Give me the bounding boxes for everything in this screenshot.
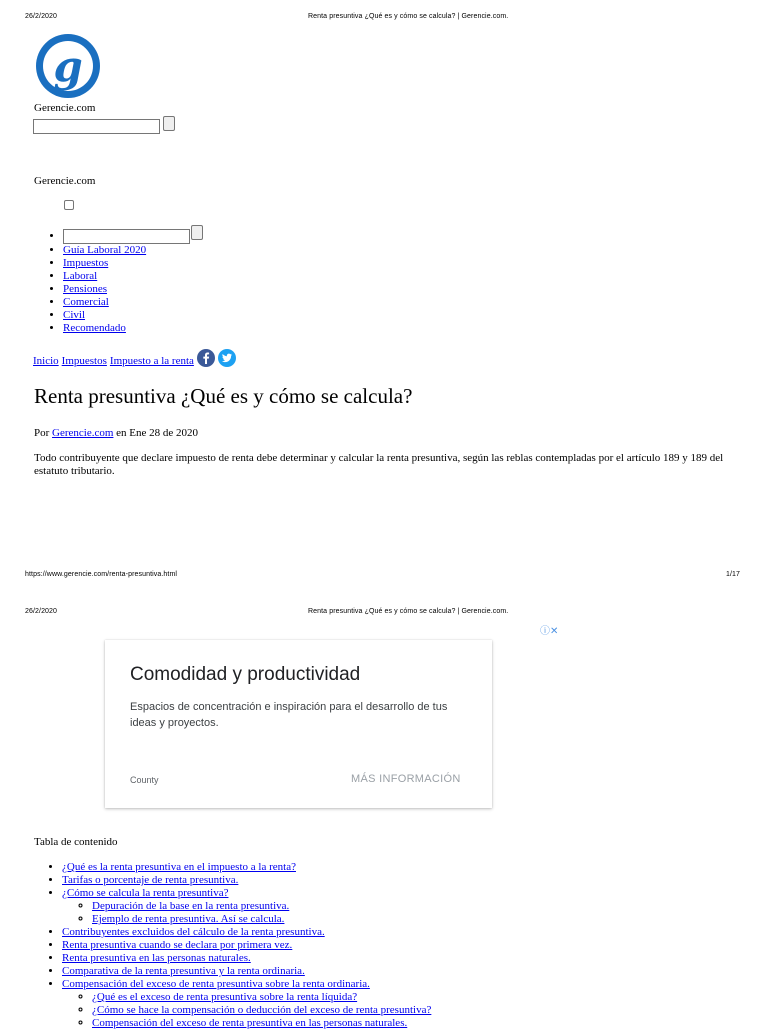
toc-item [62,965,431,978]
breadcrumb-impuesto-renta[interactable]: Impuesto a la renta [109,355,194,367]
toc-title: Tabla de contenido [34,836,118,848]
nav-item-impuestos [63,257,190,270]
nav-item-recomendado [63,322,190,335]
nav-search-input[interactable] [63,229,190,244]
nav-link-impuestos[interactable]: Impuestos [63,257,109,269]
print-date-page2: 26/2/2020 [25,608,58,615]
ad-info-icon[interactable]: ⓘ [540,626,550,637]
site-name-secondary: Gerencie.com [34,175,96,187]
print-page-number: 1/17 [726,571,741,578]
toc-link-comparativa[interactable]: Comparativa de la renta presuntiva y la renta ordinaria. [62,965,305,977]
toc-item [62,861,431,874]
toc-link-compensacion-pn[interactable]: Compensación del exceso de renta presuntiva en las personas naturales. [92,1017,408,1029]
breadcrumb-inicio[interactable]: Inicio [33,355,59,367]
nav-search-item [63,228,190,244]
toc-link-exceso[interactable]: ¿Qué es el exceso de renta presuntiva sobre la renta líquida? [92,991,358,1003]
search-button[interactable] [163,116,175,131]
menu-toggle-checkbox[interactable] [64,200,74,210]
print-doc-title-page2: Renta presuntiva ¿Qué es y cómo se calcula? | Gerencie.com. [308,608,509,615]
toc-list [33,861,431,1030]
ad-close-icon[interactable]: ✕ [550,626,559,637]
nav-link-recomendado[interactable]: Recomendado [63,322,126,334]
ad-cta-button[interactable]: MÁS INFORMACIÓN [351,773,461,785]
nav-link-laboral[interactable]: Laboral [63,270,98,282]
toc-item [62,887,431,926]
toc-subitem [92,913,431,926]
toc-link-ejemplo[interactable]: Ejemplo de renta presuntiva. Así se calcula. [92,913,285,925]
gerencie-logo-icon[interactable] [34,32,102,100]
breadcrumb [33,352,236,370]
main-nav [33,228,190,335]
toc-link-tarifas[interactable]: Tarifas o porcentaje de renta presuntiva. [62,874,239,886]
search-input[interactable] [33,119,160,134]
toc-link-como-se-calcula[interactable]: ¿Cómo se calcula la renta presuntiva? [62,887,229,899]
nav-link-guia-laboral[interactable]: Guía Laboral 2020 [63,244,147,256]
toc-item [62,939,431,952]
nav-search-button[interactable] [191,225,203,240]
publish-date: en Ene 28 de 2020 [116,427,199,439]
toc-item [62,952,431,965]
site-name: Gerencie.com [34,102,96,114]
ad-title[interactable]: Comodidad y productividad [130,664,361,685]
toc-link-primera-vez[interactable]: Renta presuntiva cuando se declara por primera vez. [62,939,293,951]
facebook-icon[interactable] [197,349,215,367]
ad-controls [540,622,558,637]
toc-subitem [92,1004,431,1017]
nav-item-pensiones [63,283,190,296]
toc-sublist [62,991,431,1030]
svg-text:g: g [53,42,83,91]
toc-link-que-es[interactable]: ¿Qué es la renta presuntiva en el impuesto a la renta? [62,861,296,873]
toc-link-personas-naturales[interactable]: Renta presuntiva en las personas naturales. [62,952,251,964]
breadcrumb-impuestos[interactable]: Impuestos [61,355,107,367]
byline-prefix: Por [34,427,50,439]
author-link[interactable]: Gerencie.com [52,427,114,439]
ad-card[interactable] [105,640,492,808]
byline [34,427,198,439]
toc-item [62,978,431,1030]
toc-item [62,874,431,887]
nav-link-comercial[interactable]: Comercial [63,296,109,308]
nav-item-guia-laboral [63,244,190,257]
article-intro: Todo contribuyente que declare impuesto de renta debe determinar y calcular la renta presuntiva, según las reblas contempladas por el artículo 189 y 189 del estatuto tributario. [34,452,724,477]
toc-link-como-compensacion[interactable]: ¿Cómo se hace la compensación o deducción del exceso de renta presuntiva? [92,1004,432,1016]
ad-description: Espacios de concentración e inspiración para el desarrollo de tus ideas y proyectos. [130,701,448,729]
print-date: 26/2/2020 [25,13,58,20]
toc-sublist [62,900,431,926]
nav-link-civil[interactable]: Civil [63,309,86,321]
toc-subitem [92,900,431,913]
twitter-icon[interactable] [218,349,236,367]
print-doc-title: Renta presuntiva ¿Qué es y cómo se calcula? | Gerencie.com. [308,13,509,20]
toc-link-excluidos[interactable]: Contribuyentes excluidos del cálculo de la renta presuntiva. [62,926,325,938]
toc-link-depuracion[interactable]: Depuración de la base en la renta presuntiva. [92,900,290,912]
nav-link-pensiones[interactable]: Pensiones [63,283,107,295]
ad-sponsor: County [130,775,159,785]
toc-subitem [92,991,431,1004]
toc-item [62,926,431,939]
nav-item-comercial [63,296,190,309]
nav-item-civil [63,309,190,322]
toc-link-compensacion[interactable]: Compensación del exceso de renta presuntiva sobre la renta ordinaria. [62,978,370,990]
nav-item-laboral [63,270,190,283]
print-url: https://www.gerencie.com/renta-presuntiva.html [25,571,178,578]
article-title: Renta presuntiva ¿Qué es y cómo se calcula? [34,384,413,408]
